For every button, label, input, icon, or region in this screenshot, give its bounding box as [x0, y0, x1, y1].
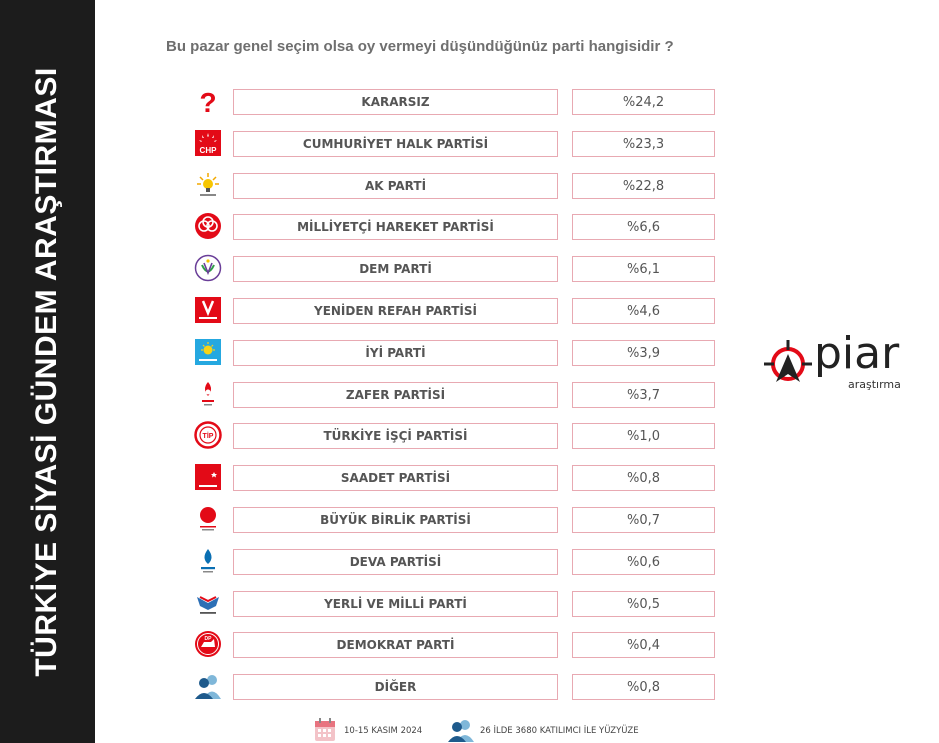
saadet-logo-icon [194, 463, 222, 491]
question-mark-icon [194, 87, 222, 115]
party-percentage: %0,6 [572, 549, 715, 575]
table-row [185, 591, 725, 617]
table-row [185, 89, 725, 115]
party-name: AK PARTİ [233, 173, 558, 199]
table-row [185, 549, 725, 575]
calendar-icon [314, 718, 336, 742]
svg-text:DP: DP [204, 636, 212, 642]
bbp-logo-icon [194, 505, 222, 533]
party-percentage: %6,6 [572, 214, 715, 240]
brand-subtitle: araştırma [848, 378, 901, 391]
mhp-logo-icon [194, 212, 222, 240]
party-percentage: %0,8 [572, 674, 715, 700]
party-name: TÜRKİYE İŞÇİ PARTİSİ [233, 423, 558, 449]
table-row [185, 423, 725, 449]
party-name: YENİDEN REFAH PARTİSİ [233, 298, 558, 324]
crosshair-logo-icon [762, 338, 818, 394]
party-name: SAADET PARTİSİ [233, 465, 558, 491]
party-name: DEMOKRAT PARTİ [233, 632, 558, 658]
sidebar-title: TÜRKİYE SİYASİ GÜNDEM ARAŞTIRMASI [30, 67, 63, 677]
party-name: DEVA PARTİSİ [233, 549, 558, 575]
svg-text:TİP: TİP [202, 433, 214, 440]
party-name: KARARSIZ [233, 89, 558, 115]
party-percentage: %24,2 [572, 89, 715, 115]
party-percentage: %0,7 [572, 507, 715, 533]
party-name: ZAFER PARTİSİ [233, 382, 558, 408]
table-row [185, 173, 725, 199]
party-percentage: %3,9 [572, 340, 715, 366]
party-name: YERLİ VE MİLLİ PARTİ [233, 591, 558, 617]
iyi-parti-logo-icon [194, 338, 222, 366]
table-row [185, 632, 725, 658]
survey-date: 10-15 KASIM 2024 [344, 726, 423, 736]
party-percentage: %0,8 [572, 465, 715, 491]
deva-logo-icon [194, 547, 222, 575]
yerli-milli-logo-icon [194, 589, 222, 617]
footer [314, 716, 714, 742]
party-percentage: %4,6 [572, 298, 715, 324]
party-percentage: %23,3 [572, 131, 715, 157]
yeniden-refah-logo-icon [194, 296, 222, 324]
demokrat-parti-logo-icon [194, 630, 222, 658]
party-percentage: %0,4 [572, 632, 715, 658]
sidebar [0, 0, 95, 743]
party-percentage: %22,8 [572, 173, 715, 199]
table-row [185, 674, 725, 700]
table-row [185, 214, 725, 240]
party-name: DEM PARTİ [233, 256, 558, 282]
party-percentage: %0,5 [572, 591, 715, 617]
survey-question: Bu pazar genel seçim olsa oy vermeyi düşündüğünüz parti hangisidir ? [166, 38, 674, 55]
ak-parti-logo-icon [194, 171, 222, 199]
party-name: MİLLİYETÇİ HAREKET PARTİSİ [233, 214, 558, 240]
tip-logo-icon [194, 421, 222, 449]
party-percentage: %3,7 [572, 382, 715, 408]
table-row [185, 382, 725, 408]
survey-sample: 26 İLDE 3680 KATILIMCI İLE YÜZYÜZE [480, 726, 639, 736]
dem-parti-logo-icon [194, 254, 222, 282]
party-name: BÜYÜK BİRLİK PARTİSİ [233, 507, 558, 533]
chp-logo-icon [194, 129, 222, 157]
table-row [185, 298, 725, 324]
people-icon [194, 672, 222, 700]
table-row [185, 507, 725, 533]
party-name: DİĞER [233, 674, 558, 700]
svg-text:?: ? [199, 87, 217, 115]
brand-name: piar [814, 328, 900, 379]
participants-icon [447, 718, 475, 742]
party-percentage: %6,1 [572, 256, 715, 282]
piar-brand [762, 328, 922, 396]
table-row [185, 131, 725, 157]
table-row [185, 256, 725, 282]
party-name: CUMHURİYET HALK PARTİSİ [233, 131, 558, 157]
party-name: İYİ PARTİ [233, 340, 558, 366]
table-row [185, 465, 725, 491]
table-row [185, 340, 725, 366]
zafer-partisi-logo-icon [194, 380, 222, 408]
svg-text:CHP: CHP [199, 146, 217, 155]
party-percentage: %1,0 [572, 423, 715, 449]
